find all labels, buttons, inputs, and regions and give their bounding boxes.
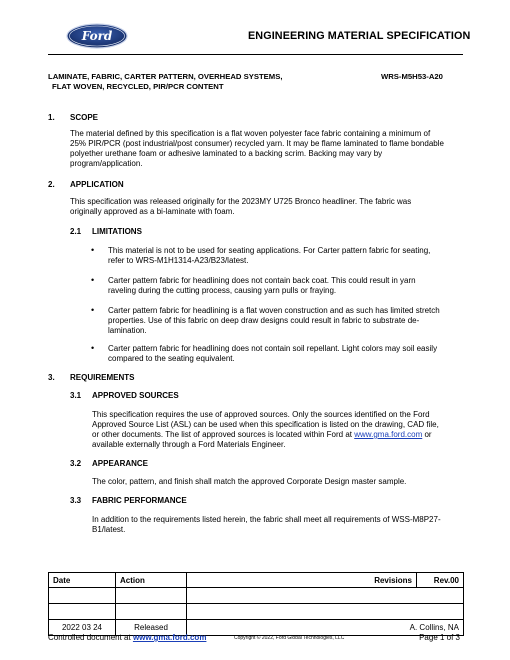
ford-logo-text: Ford	[81, 29, 113, 43]
text-line: Carter pattern fabric for headlining does not contain back coat. This could result in yarn	[108, 276, 416, 285]
text-line: program/application.	[70, 159, 143, 168]
cell-date	[49, 604, 116, 620]
text-fragment: or	[422, 430, 432, 439]
subsection-heading-approved-sources: APPROVED SOURCES	[92, 391, 179, 400]
subsection-heading-limitations: LIMITATIONS	[92, 227, 142, 236]
section-number: 1.	[48, 113, 55, 122]
header-revisions: Revisions	[187, 573, 417, 588]
spec-subject	[48, 72, 282, 92]
section-number: 2.	[48, 180, 55, 189]
copyright-notice: Copyright © 2022, Ford Global Technologies, LLC	[234, 635, 345, 641]
cell-action: Released	[116, 620, 187, 636]
table-row	[49, 588, 464, 604]
text-line: This specification requires the use of approved sources. Only the sources identified on the Ford	[92, 410, 430, 419]
header-action: Action	[116, 573, 187, 588]
text-line: raveling during the cutting process, causing yarn pulls or fraying.	[108, 286, 337, 295]
section-heading-application: APPLICATION	[70, 180, 124, 189]
subsection-number: 2.1	[70, 227, 82, 236]
text-line: This specification was released originally for the 2023MY U725 Bronco headliner. The fabric was	[70, 197, 412, 206]
text-line: compared to the seating equivalent.	[108, 354, 235, 363]
application-paragraph	[70, 197, 411, 217]
subsection-number: 3.1	[70, 391, 82, 400]
text-fragment: or other documents. The list of approved sources is located within Ford at	[92, 430, 355, 439]
controlled-document-note	[48, 633, 206, 642]
section-heading-scope: SCOPE	[70, 113, 99, 122]
fabric-performance-paragraph	[92, 515, 441, 535]
subsection-number: 3.3	[70, 496, 82, 505]
text-line: lamination.	[108, 326, 147, 335]
text-line: The material defined by this specification is a flat woven polyester face fabric containing a minimum of	[70, 129, 431, 138]
text-line: This material is not to be used for seating applications. For Carter pattern fabric for seating,	[108, 246, 431, 255]
text-line: In addition to the requirements listed herein, the fabric shall meet all requirements of WSS-M8P27-	[92, 515, 441, 524]
cell-date	[49, 588, 116, 604]
subsection-heading-appearance: APPEARANCE	[92, 459, 149, 468]
table-row	[49, 604, 464, 620]
gma-ford-link[interactable]: www.gma.ford.com	[354, 430, 423, 439]
text-line: The color, pattern, and finish shall match the approved Corporate Design master sample.	[92, 477, 407, 486]
bullet-icon: •	[91, 305, 95, 315]
text-line: 25% PIR/PCR (post industrial/post consumer) recycled yarn. It may be flame laminated to flame bondable	[70, 139, 444, 148]
approved-sources-paragraph	[92, 410, 439, 450]
limitation-bullet-3	[108, 306, 440, 336]
revisions-table	[48, 572, 464, 636]
cell-revisions: A. Collins, NA	[187, 620, 464, 636]
ford-logo	[66, 23, 128, 49]
limitation-bullet-1	[108, 246, 430, 266]
cell-action	[116, 604, 187, 620]
text-line: refer to WRS-M1H1314-A23/B23/latest.	[108, 256, 249, 265]
text-line: originally approved as a bi-laminate with foam.	[70, 207, 235, 216]
subsection-heading-fabric-performance: FABRIC PERFORMANCE	[92, 496, 187, 505]
controlled-label: Controlled document at	[48, 633, 133, 642]
cell-revisions	[187, 604, 464, 620]
text-line: B1/latest.	[92, 525, 126, 534]
text-line: polyether urethane foam or adhesive laminated to a backing scrim. Backing may vary by	[70, 149, 383, 158]
subsection-number: 3.2	[70, 459, 82, 468]
bullet-icon: •	[91, 343, 95, 353]
footer-gma-link[interactable]: www.gma.ford.com	[132, 633, 207, 642]
spec-number: WRS-M5H53-A20	[381, 72, 443, 81]
cell-action	[116, 588, 187, 604]
subject-line-2: FLAT WOVEN, RECYCLED, PIR/PCR CONTENT	[52, 82, 224, 91]
text-line: available externally through a Ford Materials Engineer.	[92, 440, 286, 449]
page-number: Page 1 of 3	[419, 633, 460, 642]
appearance-paragraph	[92, 477, 406, 487]
text-line	[92, 430, 439, 440]
bullet-icon: •	[91, 275, 95, 285]
document-title: ENGINEERING MATERIAL SPECIFICATION	[248, 30, 471, 42]
header-date: Date	[49, 573, 116, 588]
section-number: 3.	[48, 373, 55, 382]
limitation-bullet-2	[108, 276, 416, 296]
scope-paragraph	[70, 129, 444, 169]
subject-line-1: LAMINATE, FABRIC, CARTER PATTERN, OVERHEAD SYSTEMS,	[48, 72, 283, 81]
limitation-bullet-4	[108, 344, 437, 364]
cell-date: 2022 03 24	[49, 620, 116, 636]
text-line: Approved Source List (ASL) can be used when this specification is listed on the drawing, CAD file,	[92, 420, 439, 429]
text-line: Carter pattern fabric for headlining is a flat woven construction and as such has limited stretch	[108, 306, 440, 315]
header-divider	[48, 54, 463, 55]
section-heading-requirements: REQUIREMENTS	[70, 373, 135, 382]
text-line: properties. Use of this fabric on deep draw designs could result in fabric to substrate de-	[108, 316, 420, 325]
cell-revisions	[187, 588, 464, 604]
table-header-row	[49, 573, 464, 588]
bullet-icon: •	[91, 245, 95, 255]
header-rev: Rev.00	[417, 573, 464, 588]
text-line: Carter pattern fabric for headlining does not contain soil repellant. Light colors may soil easily	[108, 344, 438, 353]
